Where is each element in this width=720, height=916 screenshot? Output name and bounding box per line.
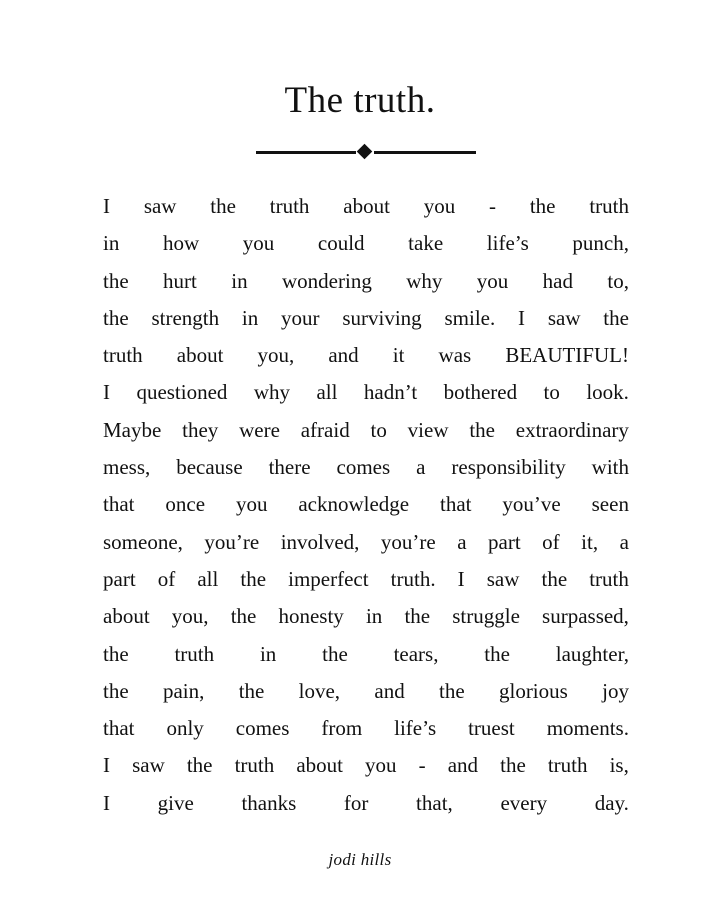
poem-word: truth [589,194,629,218]
poem-word: laughter, [555,641,629,666]
poem-word: punch, [572,231,629,256]
poem-word: the [500,753,526,778]
poem-word: and [447,753,479,778]
poem-word: I [518,305,526,330]
poem-word: life’s [486,231,529,256]
poem-word: you [423,194,456,218]
poem-word: give [157,790,194,815]
divider-line-right [374,151,476,154]
poem-word: truth [103,343,143,368]
poem-line [103,486,629,523]
poem-word: you, [171,604,209,629]
poem-body [103,188,629,822]
poem-word: because [176,455,243,480]
poem-word: how [162,231,200,256]
poem-word: bothered [443,380,518,405]
poem-word: truth [174,641,215,666]
poem-line [103,524,629,561]
poem-word: every [500,790,548,815]
poem-word: a [457,529,467,554]
poem-word: why [253,380,291,405]
poem-word: of [157,566,176,591]
poem-word: in [231,268,248,293]
poem-word: tears, [393,641,439,666]
poem-word: the [439,678,465,703]
poem-word: hurt [163,268,197,293]
poem-word: honesty [278,604,344,629]
poem-word: the [404,604,431,629]
poem-word: a [416,455,426,480]
poem-word: comes [336,455,391,480]
poem-word: could [317,231,365,256]
poem-line [103,710,629,747]
poem-word: take [408,231,444,256]
poem-word: BEAUTIFUL! [505,343,629,368]
poem-word: truth [234,753,275,778]
poem-word: you’ve [502,492,561,517]
poem-word: the [603,305,629,330]
poem-word: a [619,529,629,554]
poem-word: seen [591,492,629,517]
poem-line [103,263,629,300]
poem-word: had [542,268,573,293]
poem-word: you, [257,343,295,368]
poem-word: about [176,343,224,368]
poem-word: smile. [444,305,496,330]
poem-word: you [476,268,509,293]
poem-word: once [165,492,206,517]
poem-word: the [238,678,265,703]
poem-word: truth [547,753,588,778]
poem-word: all [197,566,219,591]
poem-line [103,561,629,598]
poem-word: someone, [103,529,183,554]
poem-word: saw [547,305,581,330]
poem-line [103,747,629,784]
poem-word: the [240,566,267,591]
poem-word: afraid [300,417,350,442]
poem-word: the [541,566,568,591]
poem-line [103,188,629,225]
poem-word: involved, [280,529,360,554]
poem-word: truth [589,566,629,591]
poem-line [103,636,629,673]
poem-word: I [103,380,110,405]
diamond-icon [357,144,373,160]
poem-word: saw [132,753,165,778]
poem-word: you [235,492,268,517]
poem-word: the [529,194,556,218]
poem-word: there [268,455,311,480]
divider-line-left [256,151,356,154]
poem-word: you [242,231,275,256]
poem-word: about [343,194,390,218]
poem-line [103,300,629,337]
poem-word: about [103,604,150,629]
poem-word: - [418,753,426,778]
poem-word: of [542,529,560,554]
poem-word: that, [416,790,453,815]
poem-word: pain, [162,678,205,703]
poem-word: only [166,716,204,741]
poem-word: and [328,343,359,368]
poem-word: the [103,641,129,666]
poem-word: view [407,417,449,442]
poem-word: struggle [452,604,520,629]
poem-line [103,673,629,710]
poem-title: The truth. [284,80,436,121]
poem-line [103,374,629,411]
poem-word: part [488,529,521,554]
poem-word: the [469,417,495,442]
poem-word: was [438,343,472,368]
poem-word: Maybe [103,417,162,442]
poem-word: you’re [204,529,260,554]
poem-word: I [457,566,465,591]
poem-line [103,337,629,374]
poem-word: in [103,231,120,256]
poem-word: you [365,753,397,778]
poem-word: truest [468,716,515,741]
poem-word: in [365,604,383,629]
poem-word: extraordinary [515,417,629,442]
poem-word: they [182,417,219,442]
poem-word: strength [151,305,220,330]
poem-word: it [392,343,405,368]
poem-line [103,225,629,262]
poem-word: why [406,268,443,293]
poem-word: saw [143,194,177,218]
poem-word: the [322,641,348,666]
poem-word: glorious [498,678,568,703]
poem-word: I [103,790,110,815]
poem-word: day. [594,790,629,815]
poem-word: you’re [380,529,436,554]
poem-word: surviving [342,305,422,330]
poem-word: the [210,194,236,218]
poem-word: in [241,305,259,330]
poem-word: look. [586,380,629,405]
poem-word: from [321,716,363,741]
poem-line [103,412,629,449]
poem-word: the [103,268,129,293]
poem-word: life’s [394,716,437,741]
poem-word: joy [602,678,629,703]
poem-word: I [103,194,110,218]
poem-word: that [103,492,135,517]
poem-word: comes [235,716,290,741]
poem-word: mess, [103,455,151,480]
poem-word: to, [607,268,629,293]
title-divider-ornament [256,143,476,161]
poem-line [103,598,629,635]
poem-word: for [343,790,369,815]
poem-word: to [543,380,560,405]
poem-word: the [186,753,213,778]
poem-word: with [591,455,629,480]
poem-word: questioned [136,380,228,405]
poem-line [103,449,629,486]
poem-word: responsibility [451,455,566,480]
poem-word: the [484,641,510,666]
poem-word: wondering [282,268,372,293]
poem-word: saw [486,566,520,591]
poem-word: that [103,716,135,741]
poem-word: love, [298,678,341,703]
poem-word: hadn’t [363,380,418,405]
poem-word: surpassed, [542,604,629,629]
poem-word: were [239,417,280,442]
poem-word: all [316,380,338,405]
poem-word: that [440,492,472,517]
poem-word: imperfect [288,566,369,591]
poem-word: part [103,566,136,591]
poem-word: the [103,305,129,330]
poem-word: in [259,641,277,666]
poem-word: is, [609,753,629,778]
poem-word: the [230,604,257,629]
poem-word: I [103,753,110,778]
author-signature: jodi hills [328,850,392,869]
poem-word: thanks [241,790,297,815]
poem-word: - [489,194,497,218]
poem-word: to [370,417,387,442]
poem-word: it, [581,529,599,554]
poem-word: truth. [390,566,436,591]
poem-word: the [103,678,129,703]
poem-line [103,785,629,822]
poem-word: and [374,678,405,703]
poem-word: about [296,753,343,778]
poem-word: acknowledge [298,492,410,517]
poem-word: moments. [546,716,629,741]
poem-word: truth [269,194,310,218]
poem-word: your [281,305,320,330]
